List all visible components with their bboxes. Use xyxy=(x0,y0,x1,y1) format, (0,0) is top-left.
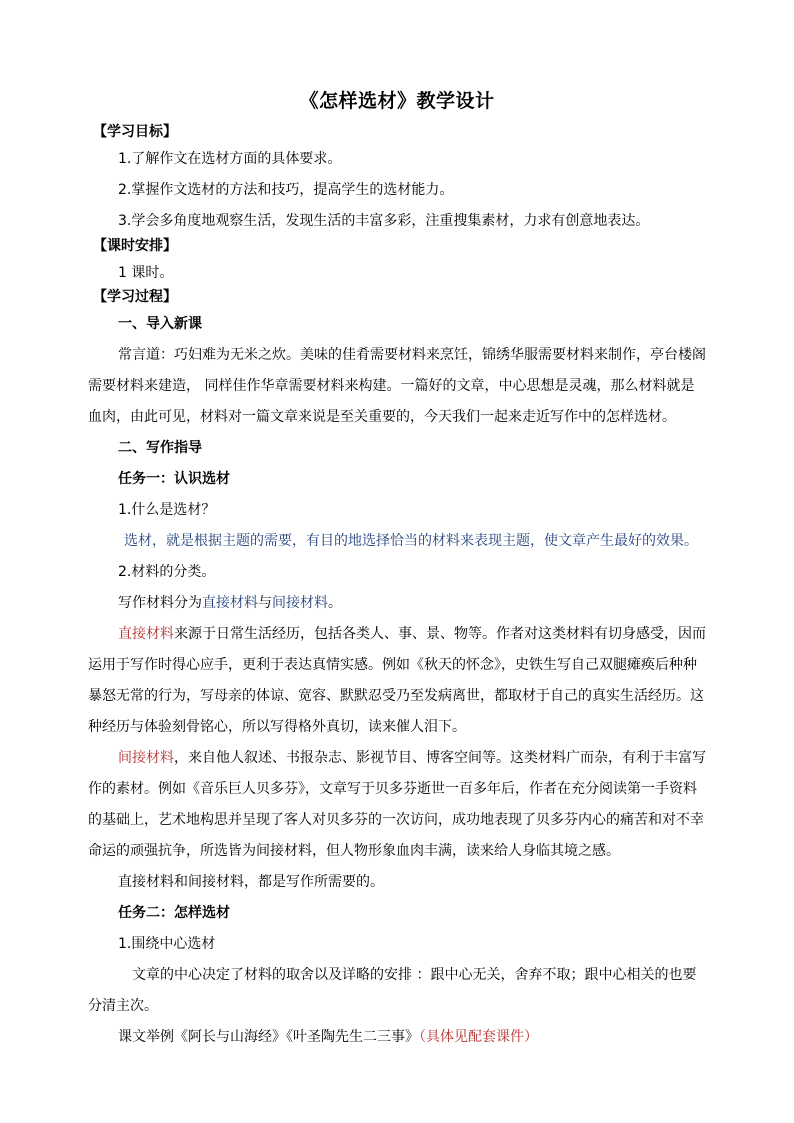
method-1-line-2: 分清主次。 xyxy=(88,998,158,1014)
direct-material-term: 直接材料 xyxy=(118,626,174,642)
classification-prefix: 写作材料分为 xyxy=(118,595,202,611)
task-two-heading: 任务二：怎样选材 xyxy=(118,905,230,921)
part-guide-heading: 二、写作指导 xyxy=(118,440,202,456)
classification-indirect: 间接材料 xyxy=(272,595,328,611)
direct-material-text: 来源于日常生活经历，包括各类人、事、景、物等。作者对这类材料有切身感受，因而 xyxy=(174,626,706,642)
direct-material-line-1 xyxy=(118,623,706,643)
example-note: （具体见配套课件） xyxy=(419,1029,538,1045)
goal-item-1: 1.了解作文在选材方面的具体要求。 xyxy=(118,151,342,167)
goal-item-2: 2.掌握作文选材的方法和技巧，提高学生的选材能力。 xyxy=(118,182,454,198)
question-what-is-selection: 1.什么是选材？ xyxy=(118,502,216,518)
material-classification xyxy=(118,592,342,612)
heading-process: 【学习过程】 xyxy=(93,289,177,305)
example-text: 课文举例《阿长与山海经》《叶圣陶先生二三事》 xyxy=(118,1029,419,1045)
method-1-line-1: 文章的中心决定了材料的取舍以及详略的安排 ：跟中心无关，舍弃不取；跟中心相关的也要 xyxy=(132,967,697,983)
intro-line-1: 常言道：巧妇难为无米之炊。美味的佳肴需要材料来烹饪，锦绣华服需要材料来制作，亭台楼阁 xyxy=(118,347,706,363)
method-1-heading: 1.围绕中心选材 xyxy=(118,936,216,952)
question-material-types: 2.材料的分类。 xyxy=(118,564,216,580)
indirect-material-line-3: 的基础上，艺术地构思并呈现了客人对贝多芬的一次访问，成功地表现了贝多芬内心的痛苦和对不幸 xyxy=(88,812,704,828)
selection-definition: 选材，就是根据主题的需要，有目的地选择恰当的材料来表现主题，使文章产生最好的效果。 xyxy=(124,533,698,549)
indirect-material-line-4: 命运的顽强抗争，所选皆为间接材料，但人物形象血肉丰满，读来给人身临其境之感。 xyxy=(88,843,620,859)
classification-and: 与 xyxy=(258,595,272,611)
heading-learning-goals: 【学习目标】 xyxy=(93,124,177,140)
goal-item-3: 3.学会多角度地观察生活，发现生活的丰富多彩，注重搜集素材，力求有创意地表达。 xyxy=(118,213,650,229)
indirect-material-line-1 xyxy=(118,747,706,767)
indirect-material-line-2: 作的素材。例如《音乐巨人贝多芬》，文章写于贝多芬逝世一百多年后，作者在充分阅读第一手资料 xyxy=(88,781,697,797)
heading-schedule: 【课时安排】 xyxy=(93,238,177,254)
direct-material-line-4: 种经历与体验刻骨铭心，所以写得格外真切，读来催人泪下。 xyxy=(88,719,466,735)
indirect-material-text: ，来自他人叙述、书报杂志、影视节目、博客空间等。这类材料广而杂，有利于丰富写 xyxy=(174,750,706,766)
classification-direct: 直接材料 xyxy=(202,595,258,611)
document-title: 《怎样选材》教学设计 xyxy=(299,90,495,112)
classification-end: 。 xyxy=(328,595,342,611)
task-one-heading: 任务一：认识选材 xyxy=(118,471,230,487)
indirect-material-term: 间接材料 xyxy=(118,750,174,766)
intro-line-2: 需要材料来建造， 同样佳作华章需要材料来构建。一篇好的文章，中心思想是灵魂，那么材料就是 xyxy=(88,378,695,394)
both-materials-needed: 直接材料和间接材料，都是写作所需要的。 xyxy=(118,874,384,890)
direct-material-line-2: 运用于写作时得心应手，更利于表达真情实感。例如《秋天的怀念》，史铁生写自己双腿瘫痪后种种 xyxy=(88,657,697,673)
direct-material-line-3: 暴怒无常的行为，写母亲的体谅、宽容、默默忍受乃至发病离世，都取材于自己的真实生活经历。这 xyxy=(88,688,704,704)
example-line xyxy=(118,1026,538,1046)
part-intro-heading: 一、导入新课 xyxy=(118,316,202,332)
schedule-text: 1 课时。 xyxy=(118,265,174,281)
intro-line-3: 血肉，由此可见，材料对一篇文章来说是至关重要的，今天我们一起来走近写作中的怎样选材。 xyxy=(88,409,676,425)
